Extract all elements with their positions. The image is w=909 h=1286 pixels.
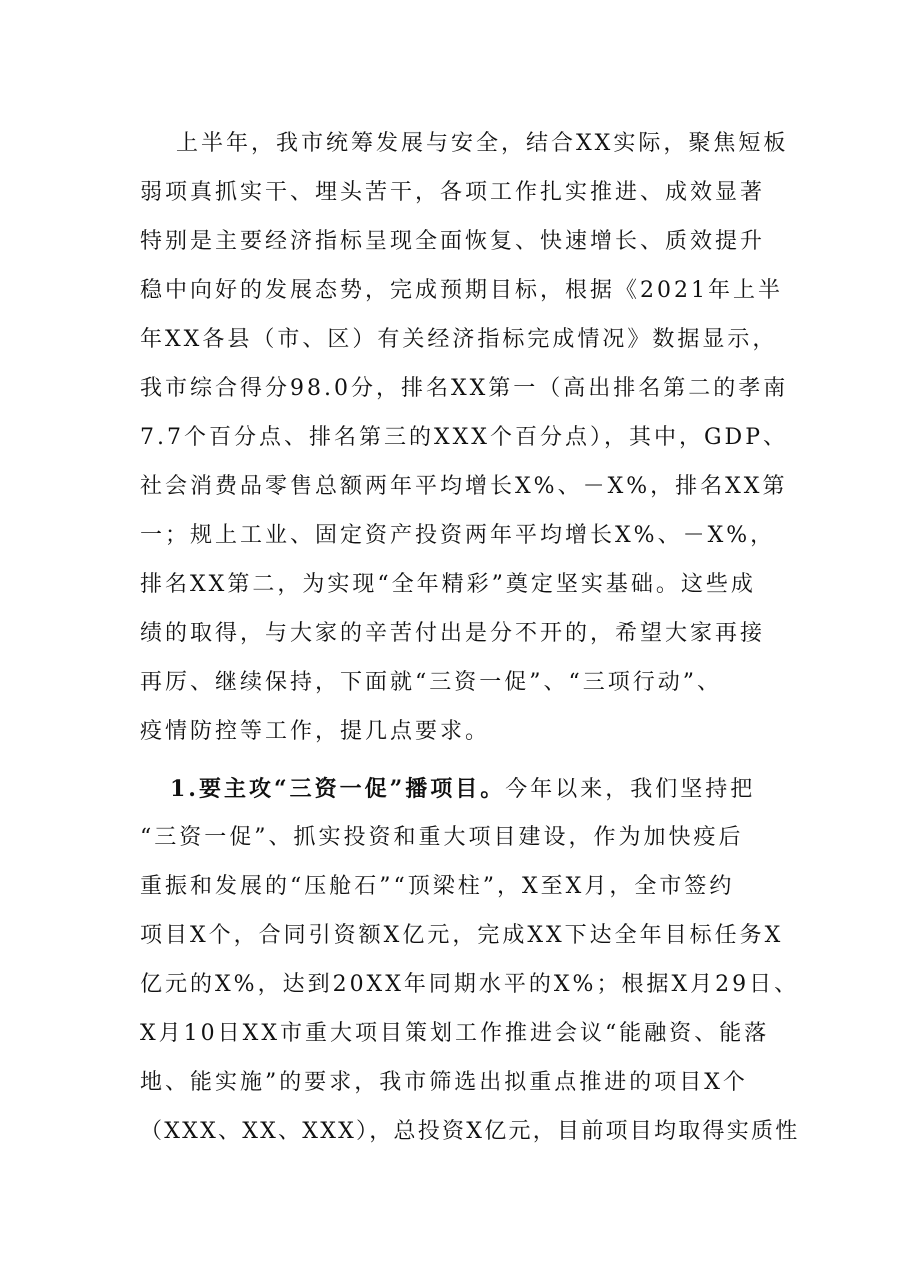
paragraph-line: 再厉、继续保持，下面就“三资一促”、“三项行动”、 [140, 670, 722, 695]
paragraph-line: 我市综合得分98.0分，排名XX第一（高出排名第二的孝南 [140, 376, 789, 401]
paragraph-line: 疫情防控等工作，提几点要求。 [140, 719, 491, 744]
paragraph-line-rest: 今年以来，我们坚持把 [505, 777, 756, 802]
paragraph-line: 亿元的X%，达到20XX年同期水平的X%；根据X月29日、 [140, 972, 800, 997]
paragraph-line: 地、能实施”的要求，我市筛选出拟重点推进的项目X个 [140, 1070, 748, 1095]
paragraph-line: 排名XX第二，为实现“全年精彩”奠定坚实基础。这些成 [140, 572, 756, 597]
paragraph-line: 年XX各县（市、区）有关经济指标完成情况》数据显示， [140, 327, 778, 352]
paragraph-line: 7.7个百分点、排名第三的XXX个百分点），其中，GDP、 [140, 425, 788, 450]
paragraph-line: 绩的取得，与大家的辛苦付出是分不开的，希望大家再接 [140, 621, 766, 646]
paragraph-line: 弱项真抓实干、埋头苦干，各项工作扎实推进、成效显著 [140, 180, 766, 205]
paragraph-line: 社会消费品零售总额两年平均增长X%、－X%，排名XX第 [140, 474, 788, 499]
paragraph-line: 特别是主要经济指标呈现全面恢复、快速增长、质效提升 [140, 229, 766, 254]
paragraph-first-line [0, 767, 909, 811]
paragraph-line: 重振和发展的“压舱石”“顶梁柱”，X至X月，全市签约 [140, 874, 735, 899]
paragraph-line: 上半年，我市统筹发展与安全，结合XX实际，聚焦短板 [176, 131, 789, 156]
paragraph-line: 一；规上工业、固定资产投资两年平均增长X%、－X%， [140, 523, 776, 548]
paragraph-line: X月10日XX市重大项目策划工作推进会议“能融资、能落 [140, 1021, 770, 1046]
section-heading: 1.要主攻“三资一促”播项目。 [170, 776, 506, 802]
paragraph-line: “三资一促”、抓实投资和重大项目建设，作为加快疫后 [140, 825, 744, 850]
paragraph-line: 项目X个，合同引资额X亿元，完成XX下达全年目标任务X [140, 923, 784, 948]
paragraph-line: 稳中向好的发展态势，完成预期目标，根据《2021年上半 [140, 278, 783, 303]
paragraph-line: （XXX、XX、XXX），总投资X亿元，目前项目均取得实质性 [140, 1119, 800, 1144]
